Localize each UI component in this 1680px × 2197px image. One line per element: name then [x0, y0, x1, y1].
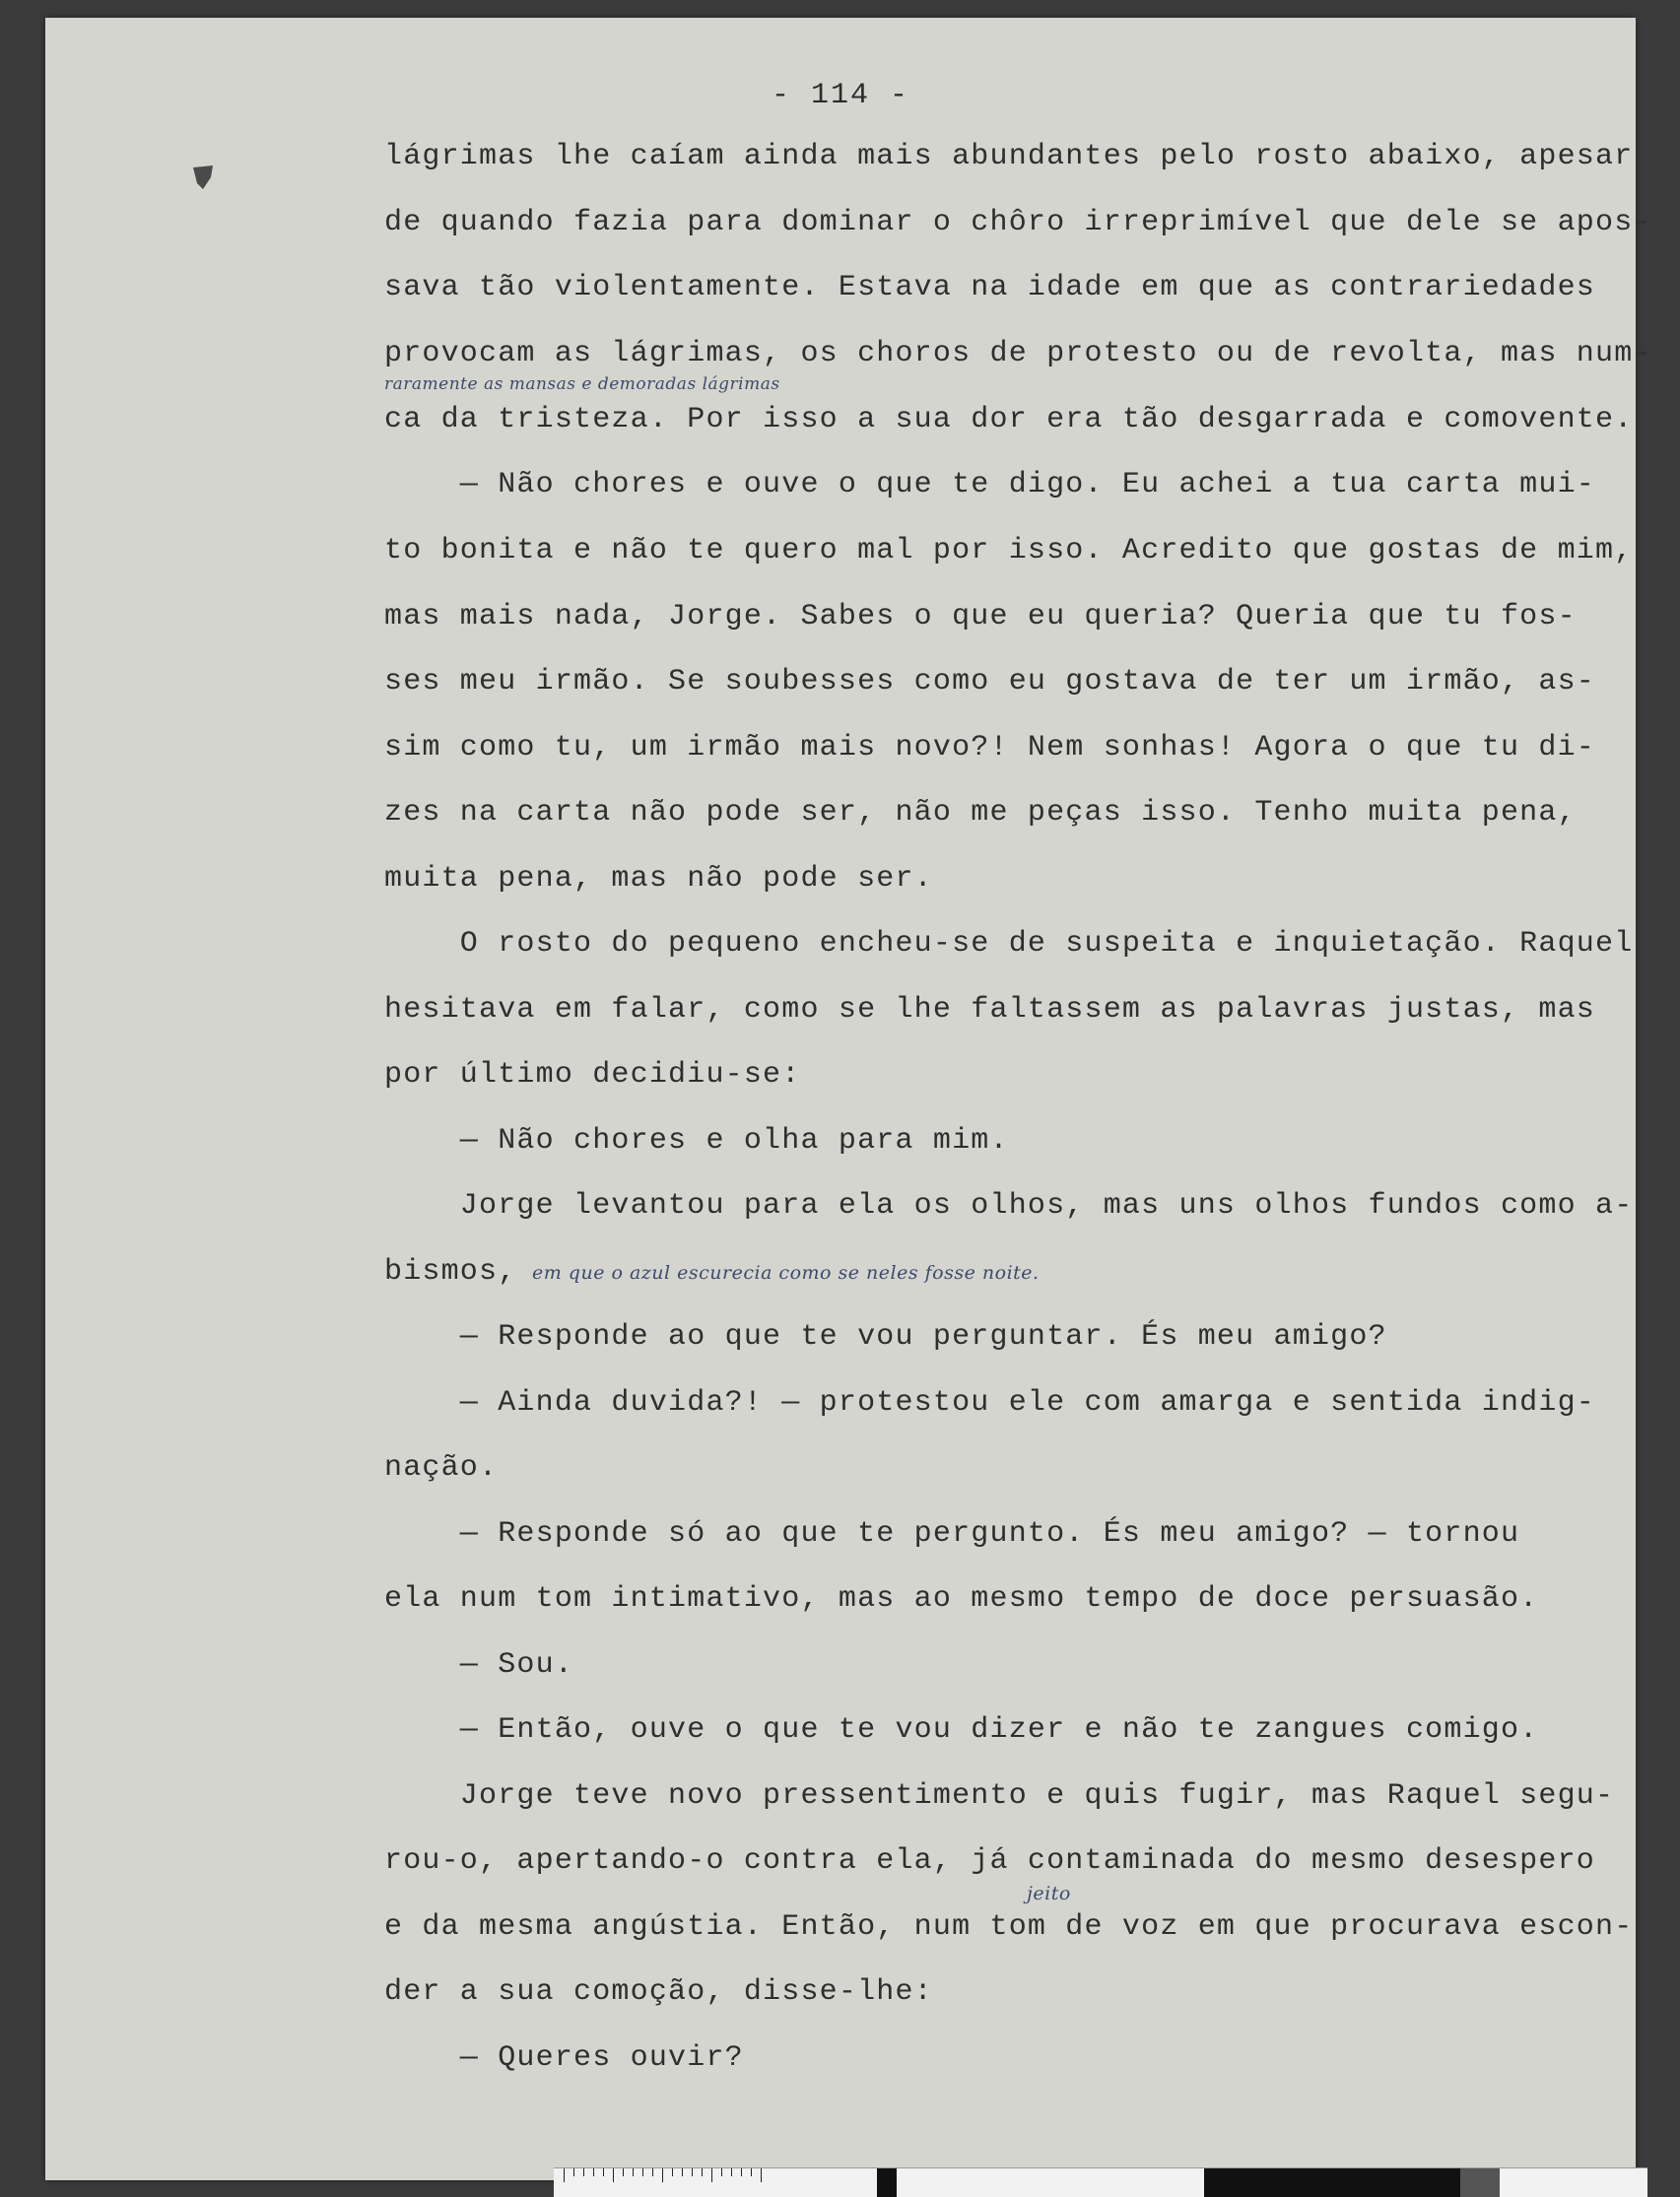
text-line: — Ainda duvida?! — protestou ele com amarga e sentida indig-: [384, 1386, 1595, 1420]
text-line: ela num tom intimativo, mas ao mesmo tempo de doce persuasão.: [384, 1582, 1539, 1616]
document-page: [45, 18, 1652, 2180]
text-line: zes na carta não pode ser, não me peças isso. Tenho muita pena,: [384, 796, 1577, 830]
handwritten-insertion: raramente as mansas e demoradas lágrimas: [384, 374, 780, 394]
text-line: por último decidiu-se:: [384, 1058, 801, 1092]
text-line: — Responde só ao que te pergunto. És meu amigo? — tornou: [384, 1517, 1520, 1551]
ink-mark-icon: [191, 164, 217, 191]
text-line: — Então, ouve o que te vou dizer e não te zangues comigo.: [384, 1713, 1539, 1747]
text-line: mas mais nada, Jorge. Sabes o que eu queria? Queria que tu fos-: [384, 600, 1577, 633]
text-line: O rosto do pequeno encheu-se de suspeita e inquietação. Raquel: [384, 927, 1634, 961]
text-line: der a sua comoção, disse-lhe:: [384, 1975, 933, 2009]
text-line: — Responde ao que te vou perguntar. És meu amigo?: [384, 1320, 1387, 1354]
text-line: rou-o, apertando-o contra ela, já contaminada do mesmo desespero: [384, 1844, 1595, 1878]
handwritten-insertion: jeito: [1027, 1883, 1071, 1904]
page-number: - 114 -: [771, 79, 910, 112]
text-line: nação.: [384, 1451, 499, 1485]
text-line: — Não chores e olha para mim.: [384, 1124, 1009, 1158]
scale-ruler: [554, 2167, 1647, 2197]
text-line: sava tão violentamente. Estava na idade em que as contrariedades: [384, 271, 1595, 304]
text-line: to bonita e não te quero mal por isso. Acredito que gostas de mim,: [384, 534, 1634, 567]
text-line: hesitava em falar, como se lhe faltassem as palavras justas, mas: [384, 993, 1595, 1027]
text-line: bismos,: [384, 1255, 517, 1289]
text-line: ca da tristeza. Por isso a sua dor era tão desgarrada e comovente.: [384, 403, 1634, 436]
text-line: — Queres ouvir?: [384, 2041, 744, 2075]
text-line: Jorge teve novo pressentimento e quis fugir, mas Raquel segu-: [384, 1779, 1615, 1813]
text-line: ses meu irmão. Se soubesses como eu gostava de ter um irmão, as-: [384, 665, 1595, 699]
text-line: Jorge levantou para ela os olhos, mas uns olhos fundos como a-: [384, 1189, 1634, 1223]
text-line: e da mesma angústia. Então, num tom de voz em que procurava escon-: [384, 1910, 1634, 1944]
handwritten-insertion: em que o azul escurecia como se neles fosse noite.: [532, 1262, 1040, 1284]
text-line: — Sou.: [384, 1648, 574, 1682]
text-line: — Não chores e ouve o que te digo. Eu achei a tua carta mui-: [384, 468, 1595, 501]
text-line: de quando fazia para dominar o chôro irreprimível que dele se apos-: [384, 206, 1652, 239]
text-line: lágrimas lhe caíam ainda mais abundantes pelo rosto abaixo, apesar: [384, 140, 1634, 173]
text-line: muita pena, mas não pode ser.: [384, 862, 933, 896]
text-line: provocam as lágrimas, os choros de protesto ou de revolta, mas num-: [384, 337, 1652, 370]
text-line: sim como tu, um irmão mais novo?! Nem sonhas! Agora o que tu di-: [384, 731, 1595, 765]
